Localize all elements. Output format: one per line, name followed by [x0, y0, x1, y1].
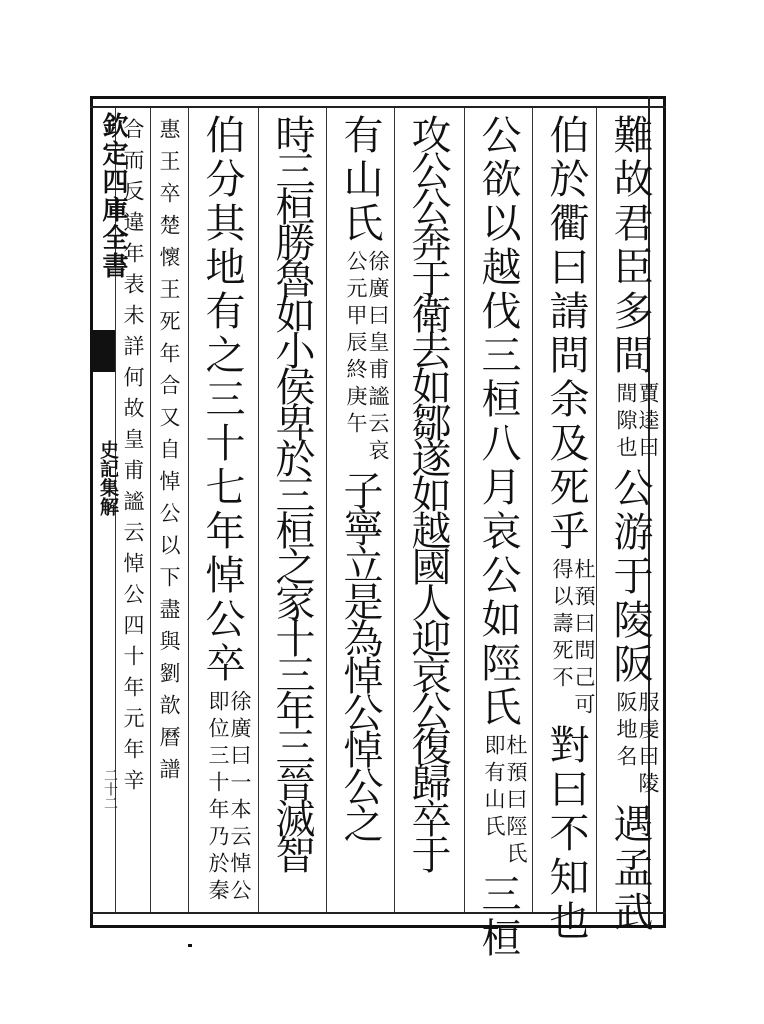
column-rule	[188, 108, 189, 912]
page-number: 二十二	[102, 768, 118, 810]
column-rule	[464, 108, 465, 912]
ink-dot	[188, 944, 192, 947]
column-rule	[596, 108, 597, 912]
note-line-right: 徐廣曰一本云悼公	[228, 690, 252, 906]
commentary-note	[615, 378, 659, 467]
text-column-2	[538, 114, 595, 944]
commentary-note	[615, 687, 659, 803]
text-column-5	[332, 114, 389, 840]
main-text: 時三桓勝魯如小侯卑於三桓之家十三年三晉滅智	[269, 114, 315, 870]
note-line-right: 服虔曰陵	[636, 691, 660, 799]
book-title: 史記集解	[97, 440, 119, 516]
text-column-4	[400, 114, 457, 870]
note-line-right: 杜預曰陘氏	[504, 734, 528, 869]
note-line-left: 阪地名	[614, 691, 638, 772]
main-text: 難故君臣多間	[607, 114, 653, 378]
text-column-9	[122, 118, 144, 800]
note-line-left: 間隙也	[614, 382, 638, 463]
column-rule	[394, 108, 395, 912]
fishtail-block-mark	[91, 330, 115, 372]
column-rule	[150, 108, 151, 912]
column-rule	[326, 108, 327, 912]
main-text: 子寧立是為悼公悼公之	[337, 470, 383, 840]
text-column-6	[264, 114, 321, 870]
main-text: 對曰不知也	[543, 724, 589, 944]
text-column-7	[194, 114, 251, 910]
main-text: 伯於衢曰請問余及死乎	[543, 114, 589, 554]
note-line-left: 公元甲辰終庚午	[344, 250, 368, 439]
commentary-text: 惠王卒楚懷王死年合又自悼公以下盡與劉歆曆譜	[157, 118, 181, 790]
main-text: 遇孟武	[607, 803, 653, 935]
collection-title: 欽定四庫全書	[98, 112, 128, 280]
text-column-8	[158, 118, 180, 790]
text-column-3	[470, 114, 527, 961]
main-text: 公欲以越伐三桓八月哀公如陘氏	[475, 114, 521, 730]
note-line-left: 得以壽死不	[550, 558, 574, 693]
main-text: 公游于陵阪	[607, 467, 653, 687]
note-line-right: 杜預曰問己可	[572, 558, 596, 720]
note-line-left: 即有山氏	[482, 734, 506, 842]
commentary-note	[207, 686, 251, 910]
note-line-right: 徐廣曰皇甫謐云哀	[366, 250, 390, 466]
frame-top-rule	[90, 106, 666, 108]
commentary-note	[483, 730, 527, 873]
note-line-left: 即位三十年乃於秦	[206, 690, 230, 906]
column-rule	[532, 108, 533, 912]
main-text: 伯分其地有之三十七年悼公卒	[199, 114, 245, 686]
commentary-note	[551, 554, 595, 724]
main-text: 攻公公奔于衛去如鄒遂如越國人迎哀公復歸卒于	[405, 114, 451, 870]
commentary-note	[345, 246, 389, 470]
main-text: 有山氏	[337, 114, 383, 246]
column-rule	[258, 108, 259, 912]
text-column-1	[602, 114, 659, 935]
note-line-right: 賈逵曰	[636, 382, 660, 463]
commentary-text: 合而反違年表未詳何故皇甫謐云悼公四十年元年辛	[121, 118, 145, 800]
main-text: 三桓	[475, 873, 521, 961]
